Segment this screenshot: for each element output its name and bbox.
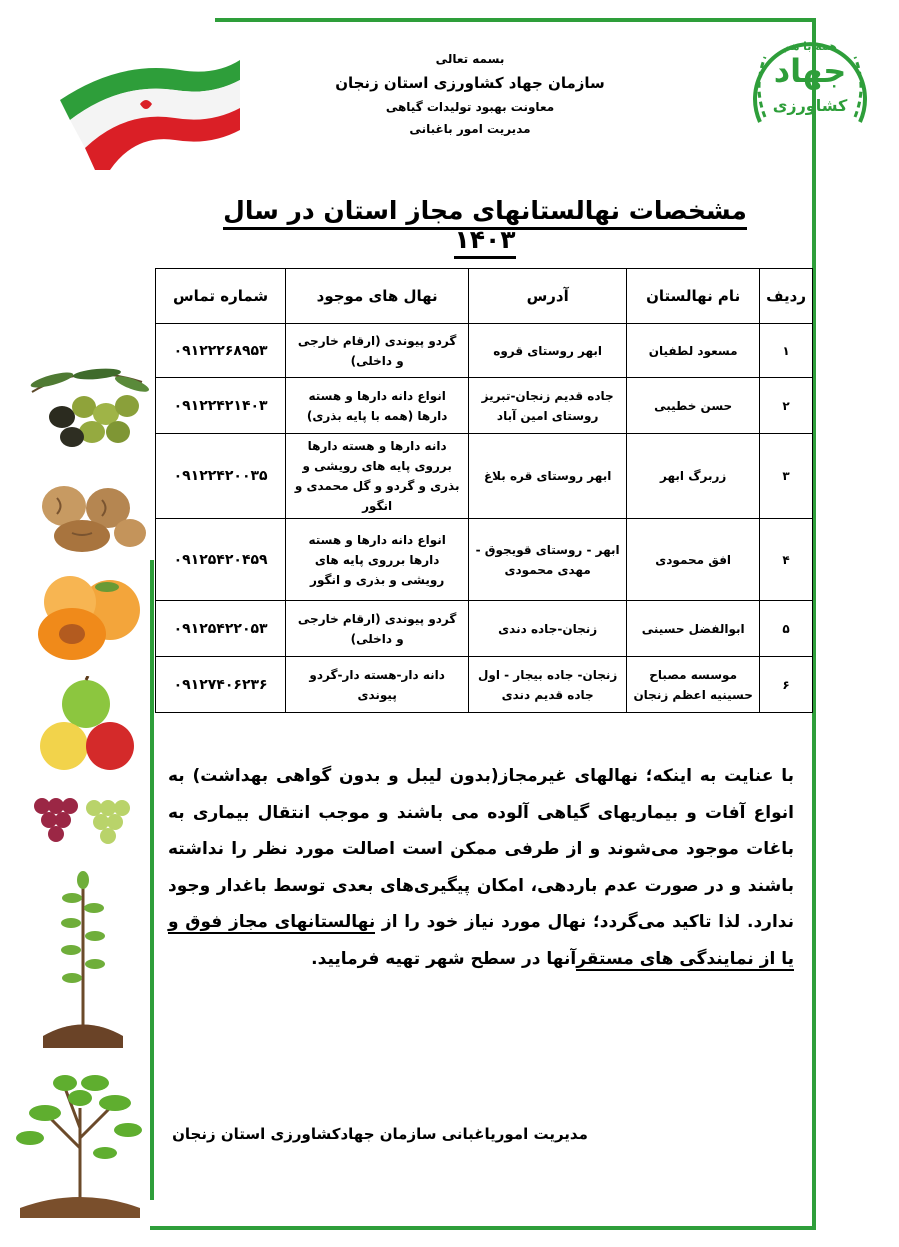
cell-row-number: ۵ [760,601,813,657]
cell-nursery-name: افق محمودی [627,519,760,601]
cell-seedlings: انواع دانه دارها و هسته دارها (همه با پایه بذری) [286,378,469,434]
footer-signature: مدیریت اموریاغبانی سازمان جهادکشاورزی استان زنجان [172,1125,588,1143]
notice-text-1: با عنایت به اینکه؛ نهالهای غیرمجاز(بدون لیبل و بدون گواهی بهداشت) به انواع آفات و بیماریهای گیاهی آلوده می باشند و موجب انتقال بیماری به باغات موجود می‌شوند و از طرفی ممکن است اصالت مورد نظر را نداشته باشند و در صورت عدم باردهی، امکان پیگیری‌های بعدی توسط باغدار وجود ندارد. لذا تاکید می‌گردد؛ نهال مورد نیاز خود را از [168,766,794,932]
cell-seedlings: دانه دار-هسته دار-گردو پیوندی [286,657,469,713]
header-row-number: ردیف [760,269,813,324]
iran-flag-image [40,30,240,170]
cell-row-number: ۳ [760,434,813,519]
cell-row-number: ۲ [760,378,813,434]
cell-address: زنجان-جاده دندی [469,601,627,657]
frame-top-border [215,18,815,22]
apricots-image [22,572,150,664]
cell-nursery-name: موسسه مصباح حسینیه اعظم زنجان [627,657,760,713]
notice-underlined-text: نهالستانهای مجاز فوق و یا از نمایندگی های مستقر [168,912,794,969]
cell-address: جاده قدیم زنجان-تبریز روستای امین آباد [469,378,627,434]
letter-header [300,52,640,136]
header-address: آدرس [469,269,627,324]
header-nursery-name: نام نهالستان [627,269,760,324]
header-phone: شماره تماس [156,269,286,324]
apples-image [38,676,138,776]
cell-address: زنجان- جاده بیجار - اول جاده قدیم دندی [469,657,627,713]
jihad-logo [735,12,885,162]
header-line-3: معاونت بهبود تولیدات گیاهی [385,100,555,114]
cell-phone: ۰۹۱۲۲۴۲۰۰۳۵ [156,434,286,519]
frame-bottom-border [150,1226,816,1230]
table-header-row [156,269,813,324]
young-tree-image [10,1068,150,1218]
table-row [156,324,813,378]
cell-seedlings: گردو پیوندی (ارقام خارجی و داخلی) [286,324,469,378]
cell-row-number: ۴ [760,519,813,601]
cell-address: ابهر روستای قروه [469,324,627,378]
cell-phone: ۰۹۱۲۲۴۲۱۴۰۳ [156,378,286,434]
header-seedlings: نهال های موجود [286,269,469,324]
cell-nursery-name: حسن خطیبی [627,378,760,434]
notice-text-2: آنها در سطح شهر تهیه فرمایید. [311,948,577,969]
cell-row-number: ۶ [760,657,813,713]
nurseries-table [155,268,813,713]
cell-phone: ۰۹۱۲۵۴۲۲۰۵۳ [156,601,286,657]
header-line-4: مدیریت امور باغبانی [409,122,531,136]
cell-seedlings: انواع دانه دارها و هسته دارها برروی پایه های رویشی و بذری و انگور [286,519,469,601]
notice-paragraph [168,758,794,977]
olives-image [22,362,150,452]
cell-phone: ۰۹۱۲۲۲۶۸۹۵۳ [156,324,286,378]
page-title [220,196,750,254]
cell-nursery-name: زربرگ ابهر [627,434,760,519]
cell-address: ابهر - روستای قویجوق - مهدی محمودی [469,519,627,601]
table-row [156,519,813,601]
table-row [156,601,813,657]
logo-sub-text: کشاورزی [772,96,848,115]
grapes-image [22,792,142,858]
cell-nursery-name: ابوالفضل حسینی [627,601,760,657]
cell-phone: ۰۹۱۲۵۴۲۰۴۵۹ [156,519,286,601]
table-row [156,378,813,434]
logo-top-text: همه با هم [783,40,837,53]
walnuts-image [22,478,150,558]
logo-main-text: جهاد [773,52,847,90]
table-row [156,434,813,519]
cell-seedlings: دانه دارها و هسته دارها برروی پایه های رویشی و بذری و گردو و گل محمدی و انگور [286,434,469,519]
cell-address: ابهر روستای قره بلاغ [469,434,627,519]
cell-nursery-name: مسعود لطفیان [627,324,760,378]
table-row [156,657,813,713]
cell-row-number: ۱ [760,324,813,378]
cell-phone: ۰۹۱۲۷۴۰۶۲۳۶ [156,657,286,713]
header-line-1: بسمه تعالی [435,52,505,66]
page-title-text: مشخصات نهالستانهای مجاز استان در سال ۱۴۰۳ [223,196,747,259]
header-line-2: سازمان جهاد کشاورزی استان زنجان [335,74,605,92]
sapling-image [38,868,128,1048]
cell-seedlings: گردو پیوندی (ارقام خارجی و داخلی) [286,601,469,657]
frame-left-border [150,560,154,1200]
